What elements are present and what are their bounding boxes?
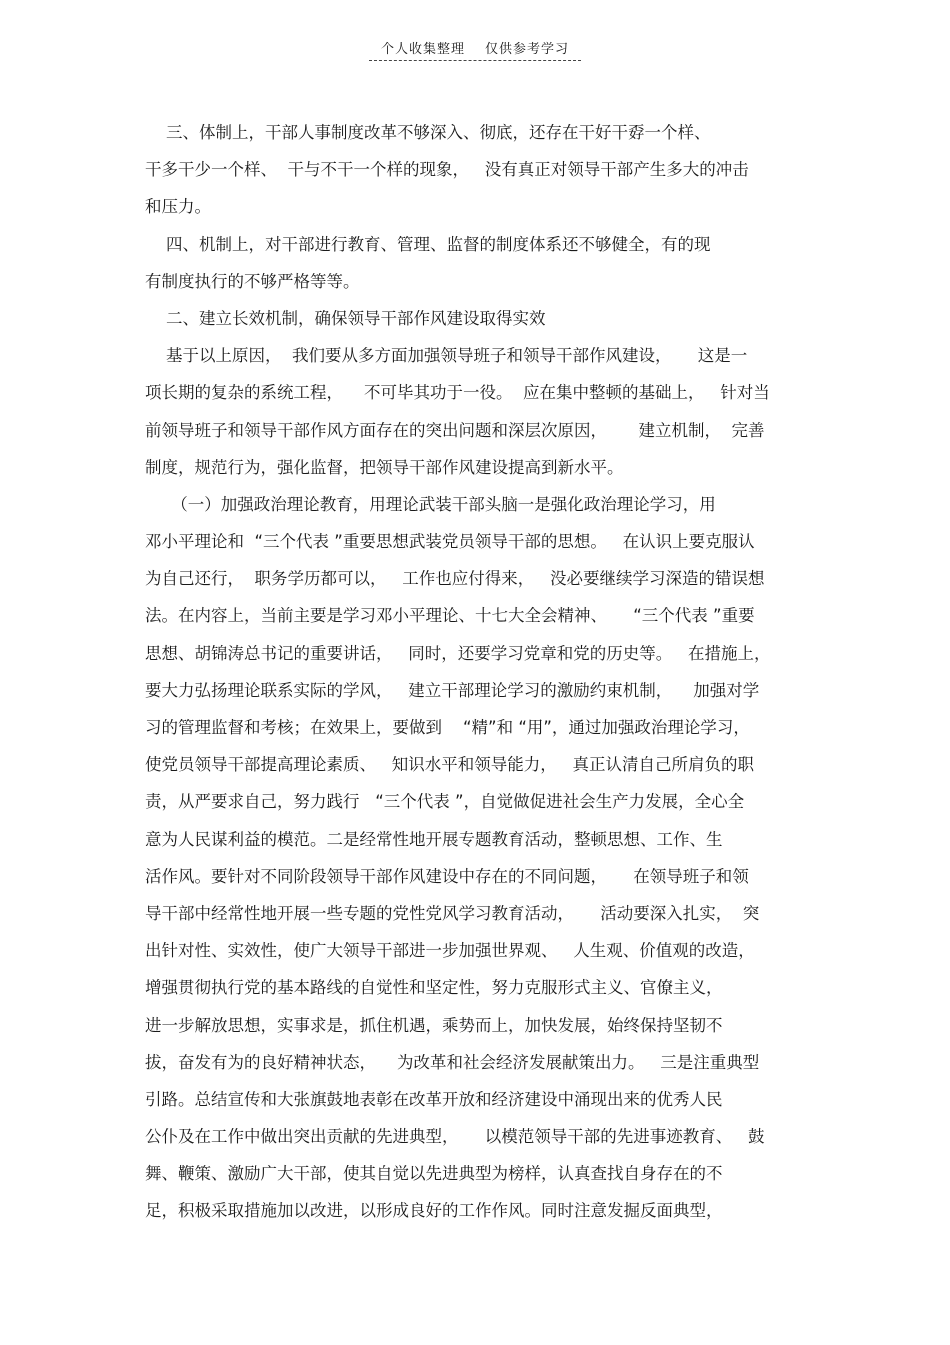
text-line: 基于以上原因， 我们要从多方面加强领导班子和领导干部作风建设， 这是一 xyxy=(145,346,748,366)
text-line: 拔，奋发有为的良好精神状态， 为改革和社会经济发展献策出力。 三是注重典型 xyxy=(145,1052,760,1072)
text-line: 为自己还行， 职务学历都可以， 工作也应付得来， 没必要继续学习深造的错误想 xyxy=(145,569,765,589)
text-line: （一）加强政治理论教育，用理论武装干部头脑一是强化政治理论学习，用 xyxy=(145,494,716,514)
section-heading: 二、建立长效机制，确保领导干部作风建设取得实效 xyxy=(145,308,546,328)
text-line: 三、体制上，干部人事制度改革不够深入、彻底，还存在干好干孬一个样、 xyxy=(145,123,711,142)
text-line: 增强贯彻执行党的基本路线的自觉性和坚定性，努力克服形式主义、官僚主义， xyxy=(145,978,723,998)
text-line: 舞、鞭策、激励广大干部，使其自觉以先进典型为榜样，认真查找自身存在的不 xyxy=(145,1164,723,1184)
text-line: 意为人民谋利益的模范。二是经常性地开展专题教育活动，整顿思想、工作、生 xyxy=(145,829,723,849)
page-header xyxy=(0,38,950,61)
header-right-text: 仅供参考学习 xyxy=(485,42,570,57)
text-line: 项长期的复杂的系统工程， 不可毕其功于一役。 应在集中整顿的基础上， 针对当 xyxy=(145,383,770,403)
text-line: 和压力。 xyxy=(145,197,211,217)
text-line: 有制度执行的不够严格等等。 xyxy=(145,271,360,291)
text-line: 使党员领导干部提高理论素质、 知识水平和领导能力， 真正认清自己所肩负的职 xyxy=(145,755,754,775)
text-line: 出针对性、实效性，使广大领导干部进一步加强世界观、 人生观、价值观的改造， xyxy=(145,941,755,961)
text-line: 引路。总结宣传和大张旗鼓地表彰在改革开放和经济建设中涌现出来的优秀人民 xyxy=(145,1089,723,1109)
text-line: 习的管理监督和考核；在效果上，要做到 “精”和 “用”，通过加强政治理论学习， xyxy=(145,718,750,737)
text-line: 思想、胡锦涛总书记的重要讲话， 同时，还要学习党章和党的历史等。 在措施上， xyxy=(145,643,771,663)
text-line: 活作风。要针对不同阶段领导干部作风建设中存在的不同问题， 在领导班子和领 xyxy=(145,866,749,886)
text-line: 邓小平理论和 “三个代表 ”重要思想武装党员领导干部的思想。 在认识上要克服认 xyxy=(145,532,755,552)
text-line: 法。在内容上，当前主要是学习邓小平理论、十七大全会精神、 “三个代表 ”重要 xyxy=(145,606,755,626)
text-line: 制度，规范行为，强化监督，把领导干部作风建设提高到新水平。 xyxy=(145,457,624,477)
text-line: 进一步解放思想，实事求是，抓住机遇，乘势而上，加快发展，始终保持坚韧不 xyxy=(145,1015,723,1035)
document-body xyxy=(145,114,810,1230)
text-line: 前领导班子和领导干部作风方面存在的突出问题和深层次原因， 建立机制， 完善 xyxy=(145,420,765,440)
text-line: 导干部中经常性地开展一些专题的党性党风学习教育活动， 活动要深入扎实， 突 xyxy=(145,903,760,923)
text-line: 足，积极采取措施加以改进，以形成良好的工作作风。同时注意发掘反面典型， xyxy=(145,1201,723,1221)
text-line: 公仆及在工作中做出突出贡献的先进典型， 以模范领导干部的先进事迹教育、 鼓 xyxy=(145,1127,765,1147)
text-line: 责，从严要求自己，努力践行 “三个代表 ”，自觉做促进社会生产力发展，全心全 xyxy=(145,792,745,812)
text-line: 干多干少一个样、 干与不干一个样的现象， 没有真正对领导干部产生多大的冲击 xyxy=(145,160,749,180)
header-left-text: 个人收集整理 xyxy=(380,42,465,57)
header-text xyxy=(369,38,581,61)
text-line: 四、机制上，对干部进行教育、管理、监督的制度体系还不够健全，有的现 xyxy=(145,234,711,254)
text-line: 要大力弘扬理论联系实际的学风， 建立干部理论学习的激励约束机制， 加强对学 xyxy=(145,680,760,700)
